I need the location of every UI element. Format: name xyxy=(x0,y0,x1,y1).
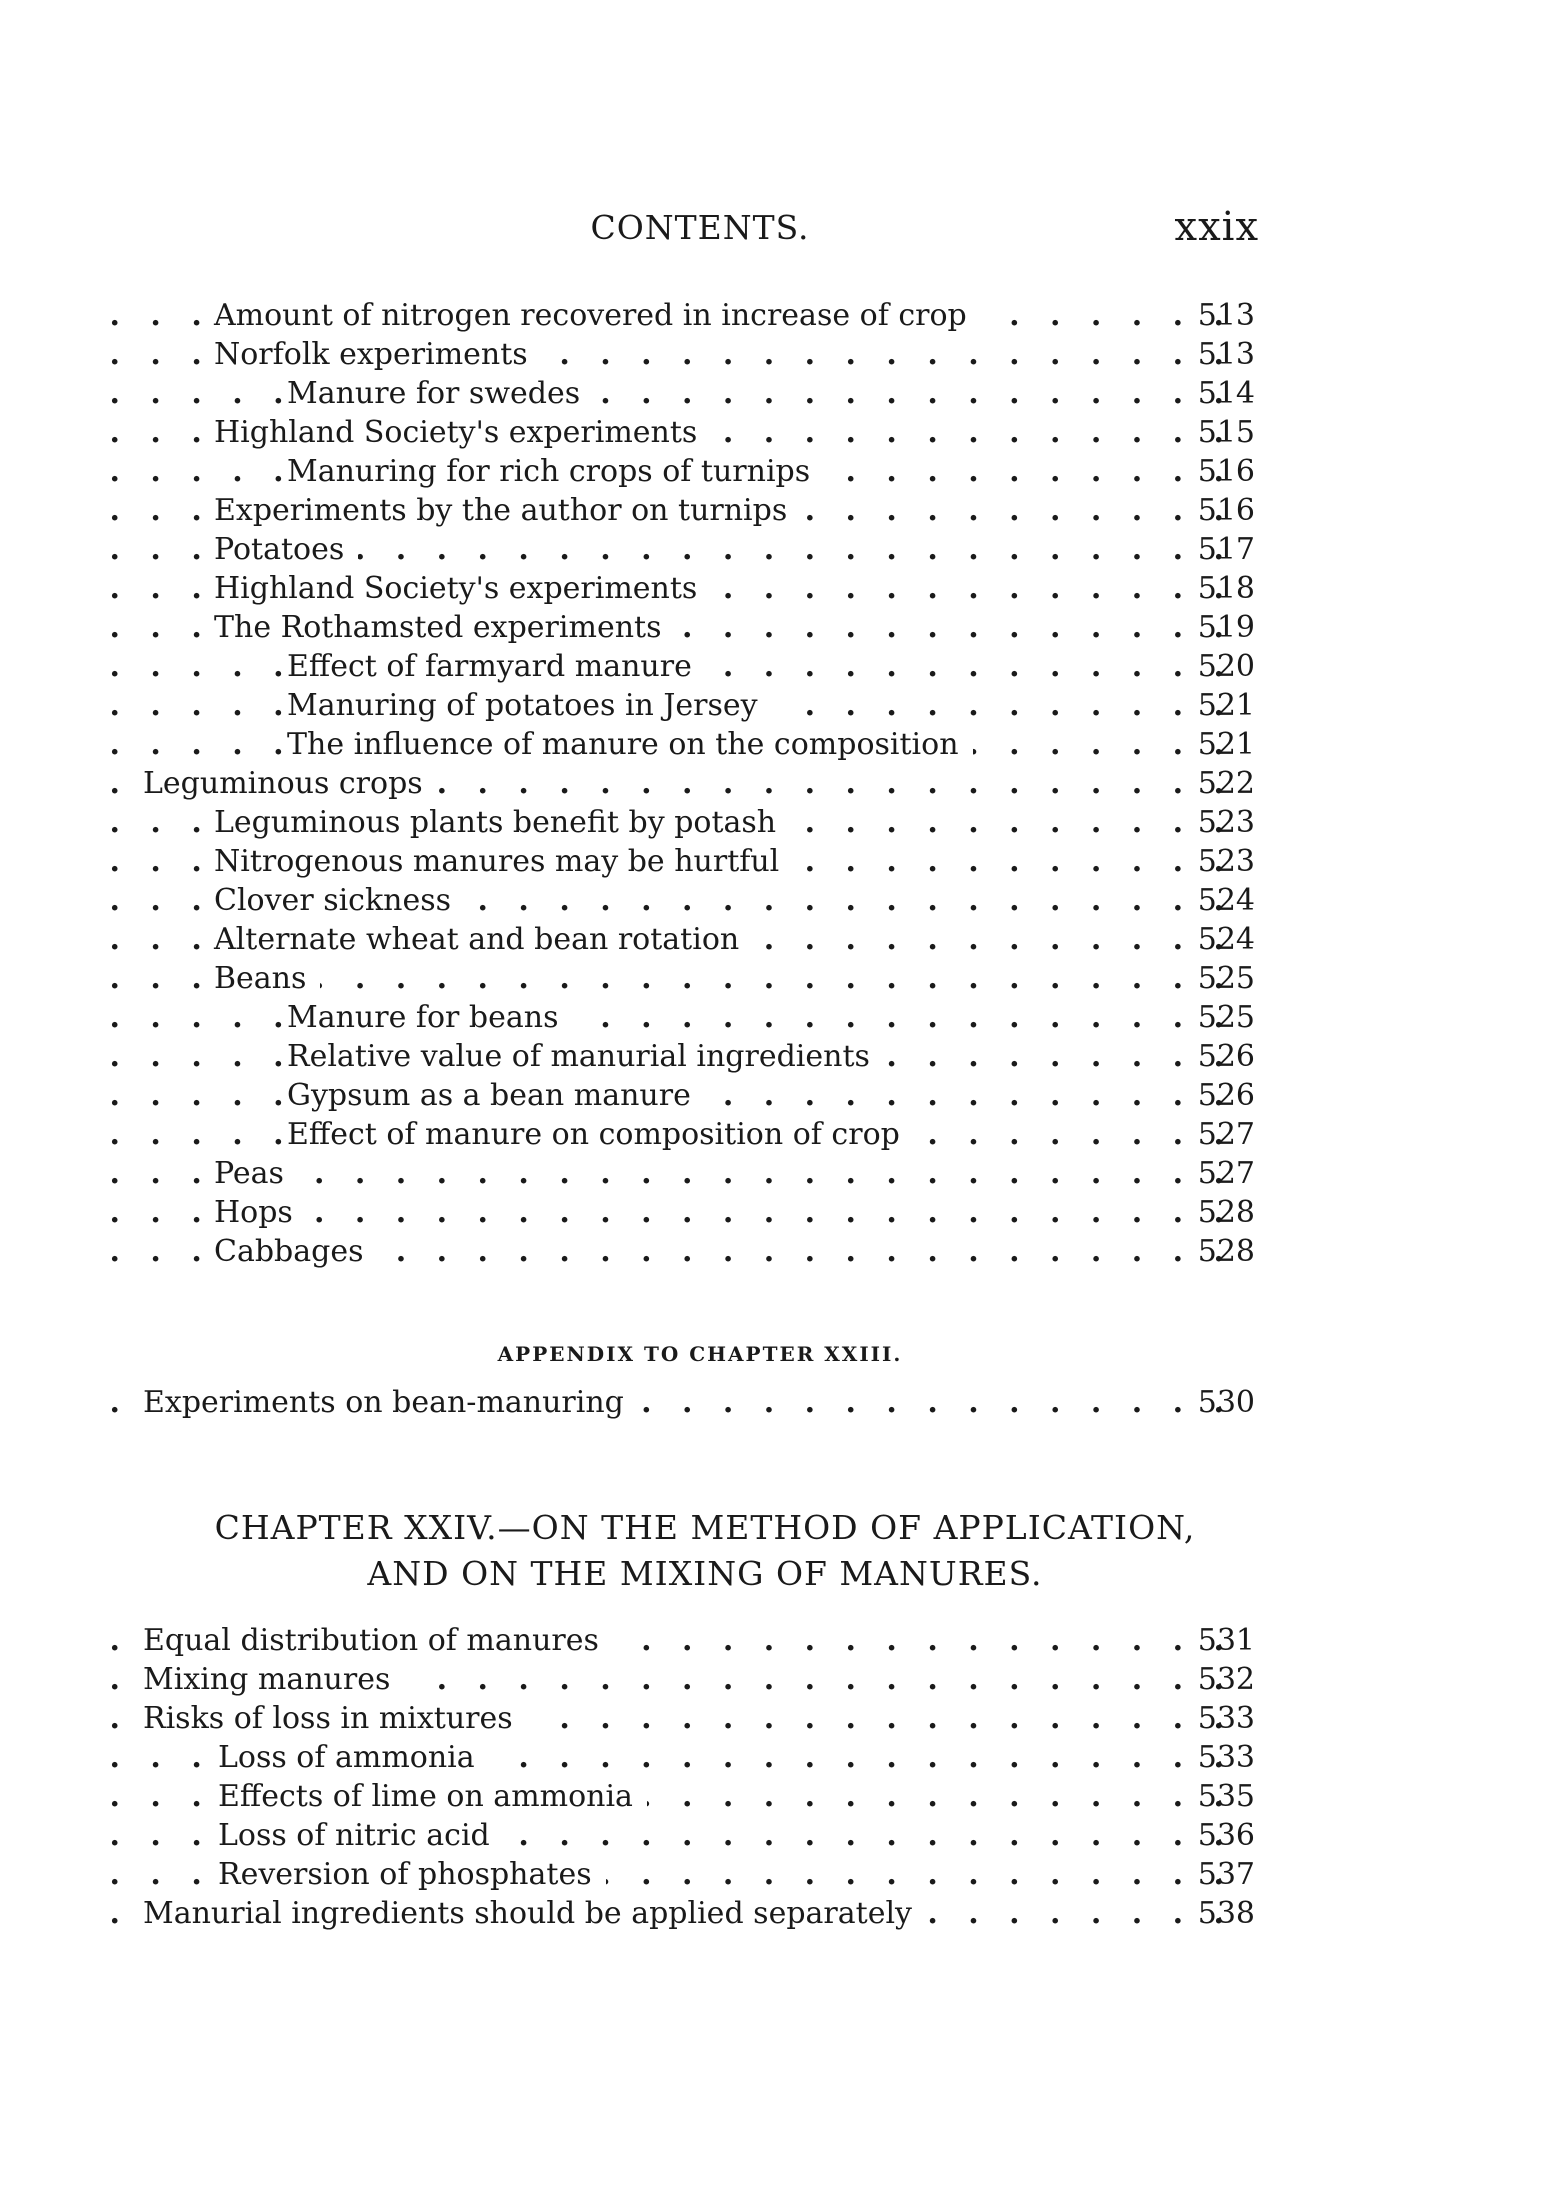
toc-entry xyxy=(0,1738,1564,1777)
toc-entry xyxy=(0,530,1564,569)
toc-entry xyxy=(0,1037,1564,1076)
toc-entry-label: Effects of lime on ammonia xyxy=(218,1777,647,1816)
dot-leader xyxy=(0,998,1234,1037)
toc-entry-label: Effect of farmyard manure xyxy=(287,647,706,686)
toc-entry xyxy=(0,1383,1564,1422)
toc-entry-label: Mixing manures xyxy=(143,1660,404,1699)
dot-leader xyxy=(0,1232,1234,1271)
appendix-heading: APPENDIX TO CHAPTER XXIII. xyxy=(497,1342,903,1366)
toc-entry xyxy=(0,296,1564,335)
toc-entry-page: 516 xyxy=(1197,454,1255,489)
toc-section-chapter xyxy=(0,1621,1564,1933)
toc-entry-label: Equal distribution of manures xyxy=(143,1621,613,1660)
toc-entry-label: Relative value of manurial ingredients xyxy=(287,1037,884,1076)
toc-section-appendix xyxy=(0,1383,1564,1422)
toc-entry xyxy=(0,1894,1564,1933)
toc-entry-label: Clover sickness xyxy=(214,881,465,920)
toc-entry-page: 530 xyxy=(1197,1385,1255,1420)
toc-entry-label: Manure for swedes xyxy=(287,374,594,413)
toc-entry xyxy=(0,881,1564,920)
toc-entry-page: 513 xyxy=(1197,337,1255,372)
toc-entry-page: 525 xyxy=(1197,961,1255,996)
toc-entry-label: Leguminous crops xyxy=(143,764,437,803)
toc-entry xyxy=(0,842,1564,881)
toc-entry-page: 531 xyxy=(1197,1623,1255,1658)
page-number: xxix xyxy=(1174,204,1259,250)
toc-entry xyxy=(0,491,1564,530)
toc-entry xyxy=(0,1232,1564,1271)
toc-entry-page: 517 xyxy=(1197,532,1255,567)
dot-leader xyxy=(0,1193,1234,1232)
toc-entry-page: 519 xyxy=(1197,610,1255,645)
dot-leader xyxy=(0,1855,1234,1894)
dot-leader xyxy=(0,1738,1234,1777)
toc-entry xyxy=(0,1076,1564,1115)
toc-entry-page: 523 xyxy=(1197,805,1255,840)
toc-entry-label: The Rothamsted experiments xyxy=(214,608,675,647)
dot-leader xyxy=(0,374,1234,413)
toc-entry-page: 533 xyxy=(1197,1701,1255,1736)
toc-entry-label: Norfolk experiments xyxy=(214,335,542,374)
toc-entry xyxy=(0,1660,1564,1699)
toc-entry-page: 526 xyxy=(1197,1039,1255,1074)
toc-entry-page: 521 xyxy=(1197,688,1255,723)
dot-leader xyxy=(0,530,1234,569)
toc-entry-page: 526 xyxy=(1197,1078,1255,1113)
toc-entry-page: 528 xyxy=(1197,1234,1255,1269)
toc-entry-label: Alternate wheat and bean rotation xyxy=(214,920,753,959)
toc-entry xyxy=(0,686,1564,725)
toc-entry xyxy=(0,608,1564,647)
toc-entry-page: 521 xyxy=(1197,727,1255,762)
toc-entry xyxy=(0,335,1564,374)
toc-entry xyxy=(0,1816,1564,1855)
toc-entry-page: 528 xyxy=(1197,1195,1255,1230)
toc-entry xyxy=(0,647,1564,686)
toc-section-top xyxy=(0,296,1564,1271)
toc-entry-page: 522 xyxy=(1197,766,1255,801)
dot-leader xyxy=(0,1154,1234,1193)
toc-entry xyxy=(0,569,1564,608)
toc-entry-label: Loss of nitric acid xyxy=(218,1816,504,1855)
toc-entry-page: 516 xyxy=(1197,493,1255,528)
toc-entry-page: 538 xyxy=(1197,1896,1255,1931)
dot-leader xyxy=(0,959,1234,998)
toc-entry-page: 535 xyxy=(1197,1779,1255,1814)
toc-entry xyxy=(0,1699,1564,1738)
toc-entry-page: 532 xyxy=(1197,1662,1255,1697)
toc-entry xyxy=(0,998,1564,1037)
toc-entry-page: 523 xyxy=(1197,844,1255,879)
toc-entry-page: 520 xyxy=(1197,649,1255,684)
toc-entry-label: Reversion of phosphates xyxy=(218,1855,606,1894)
toc-entry-page: 536 xyxy=(1197,1818,1255,1853)
toc-entry-page: 527 xyxy=(1197,1156,1255,1191)
toc-entry xyxy=(0,803,1564,842)
toc-entry-label: Highland Society's experiments xyxy=(214,569,711,608)
toc-entry-label: Leguminous plants benefit by potash xyxy=(214,803,790,842)
chapter-heading-line-1: CHAPTER XXIV.—ON THE METHOD OF APPLICATION, xyxy=(214,1508,1196,1547)
toc-entry xyxy=(0,374,1564,413)
toc-entry-page: 524 xyxy=(1197,883,1255,918)
toc-entry xyxy=(0,959,1564,998)
dot-leader xyxy=(0,1816,1234,1855)
toc-entry-label: Nitrogenous manures may be hurtful xyxy=(214,842,793,881)
toc-entry-page: 537 xyxy=(1197,1857,1255,1892)
dot-leader xyxy=(0,881,1234,920)
toc-entry xyxy=(0,452,1564,491)
toc-entry xyxy=(0,1115,1564,1154)
toc-entry-label: Manure for beans xyxy=(287,998,572,1037)
toc-entry-label: Manuring for rich crops of turnips xyxy=(287,452,824,491)
toc-entry-label: Gypsum as a bean manure xyxy=(287,1076,705,1115)
toc-entry-label: The influence of manure on the composition xyxy=(287,725,973,764)
toc-entry-label: Manurial ingredients should be applied separately xyxy=(143,1894,926,1933)
toc-entry-page: 524 xyxy=(1197,922,1255,957)
toc-entry xyxy=(0,1855,1564,1894)
page-title: CONTENTS. xyxy=(590,208,810,247)
dot-leader xyxy=(0,335,1234,374)
toc-entry xyxy=(0,1154,1564,1193)
toc-entry xyxy=(0,1777,1564,1816)
toc-entry-label: Amount of nitrogen recovered in increase of crop xyxy=(214,296,981,335)
toc-entry-page: 518 xyxy=(1197,571,1255,606)
chapter-heading-line-2: AND ON THE MIXING OF MANURES. xyxy=(367,1554,1043,1593)
toc-entry-label: Experiments by the author on turnips xyxy=(214,491,801,530)
toc-entry-label: Hops xyxy=(214,1193,307,1232)
toc-entry xyxy=(0,1193,1564,1232)
toc-entry-label: Manuring of potatoes in Jersey xyxy=(287,686,772,725)
toc-entry-page: 513 xyxy=(1197,298,1255,333)
toc-entry-page: 527 xyxy=(1197,1117,1255,1152)
toc-entry-label: Beans xyxy=(214,959,320,998)
toc-entry xyxy=(0,764,1564,803)
toc-entry-label: Peas xyxy=(214,1154,298,1193)
toc-entry-label: Highland Society's experiments xyxy=(214,413,711,452)
toc-entry-label: Risks of loss in mixtures xyxy=(143,1699,527,1738)
toc-entry-page: 514 xyxy=(1197,376,1255,411)
toc-entry xyxy=(0,1621,1564,1660)
toc-entry-page: 515 xyxy=(1197,415,1255,450)
toc-entry xyxy=(0,413,1564,452)
toc-entry-label: Experiments on bean-manuring xyxy=(143,1383,638,1422)
toc-entry xyxy=(0,920,1564,959)
chapter-heading xyxy=(150,1505,1260,1597)
toc-entry-label: Potatoes xyxy=(214,530,358,569)
toc-entry xyxy=(0,725,1564,764)
toc-entry-page: 533 xyxy=(1197,1740,1255,1775)
toc-entry-label: Cabbages xyxy=(214,1232,378,1271)
toc-entry-label: Loss of ammonia xyxy=(218,1738,489,1777)
toc-entry-page: 525 xyxy=(1197,1000,1255,1035)
toc-entry-label: Effect of manure on composition of crop xyxy=(287,1115,914,1154)
